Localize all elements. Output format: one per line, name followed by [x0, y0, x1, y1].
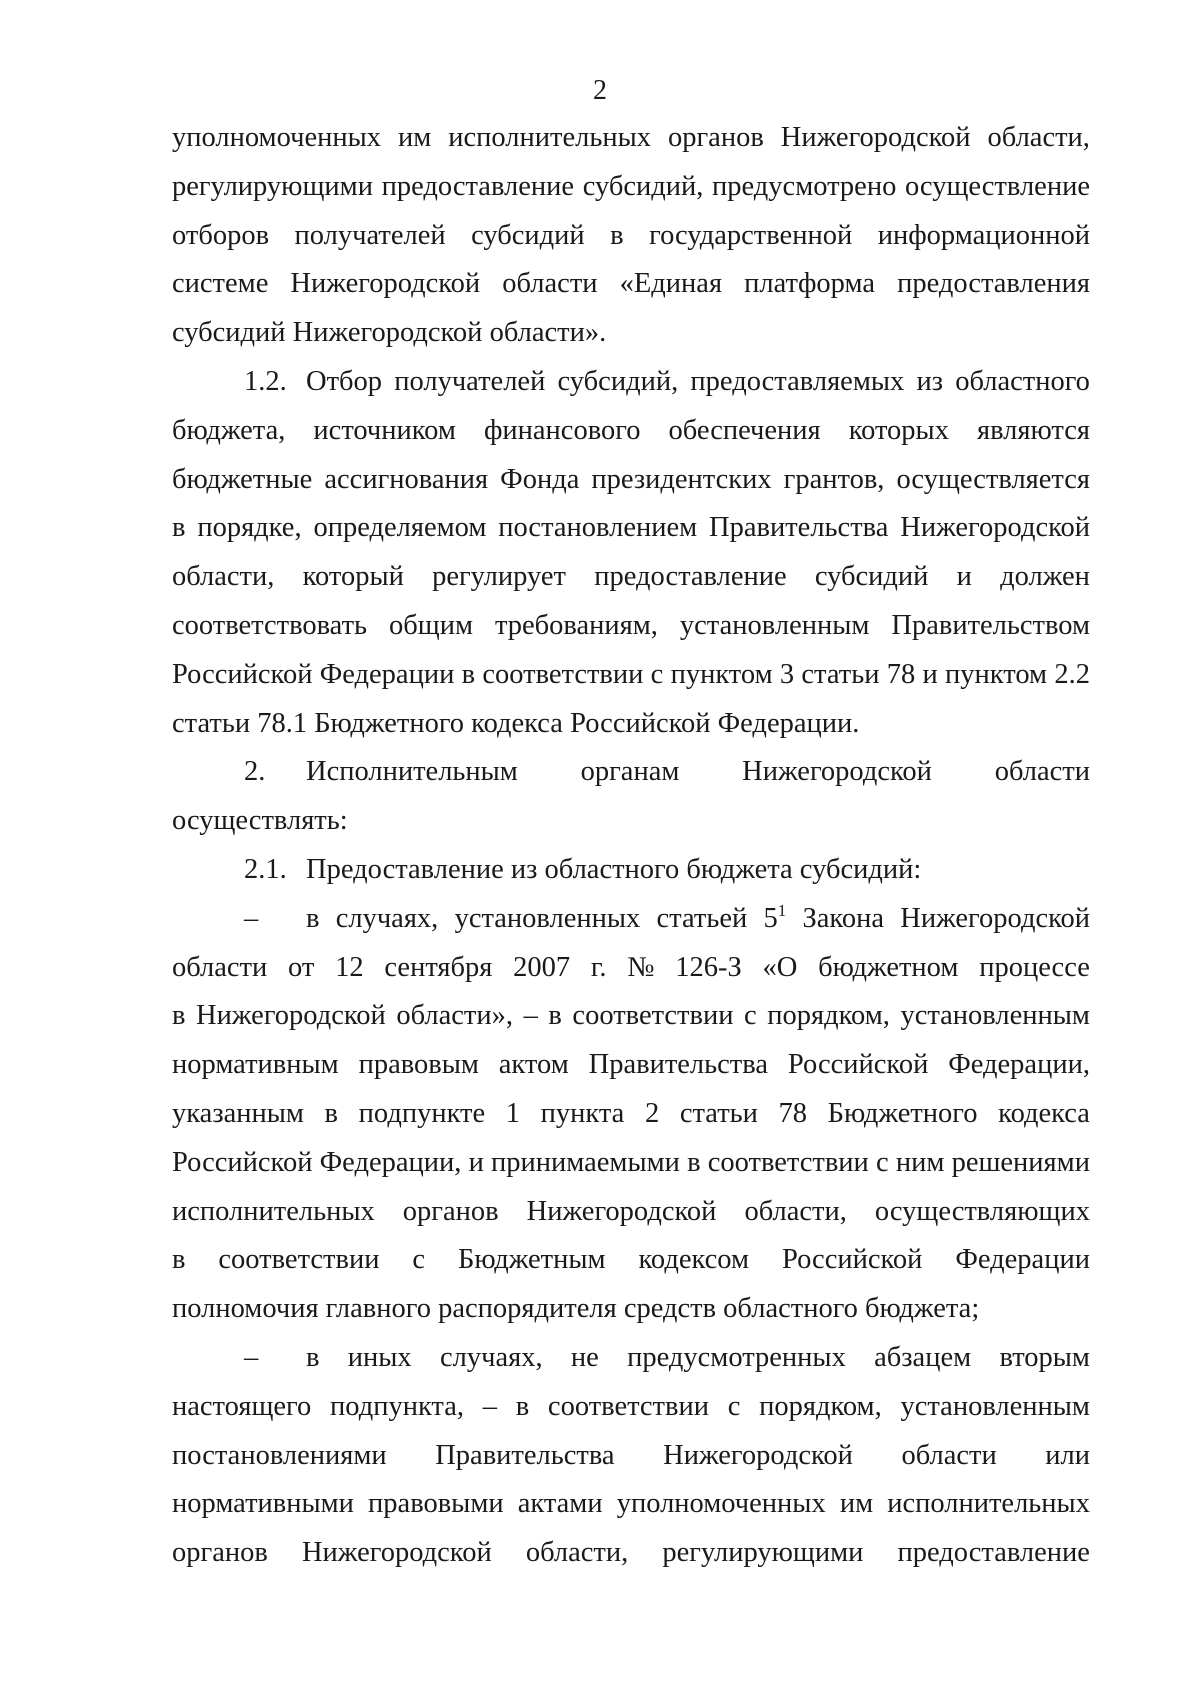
- word: статьи: [679, 1097, 758, 1129]
- word: статьей: [656, 902, 748, 934]
- word: областного: [955, 365, 1090, 397]
- word: актом: [498, 1049, 569, 1081]
- word: с: [744, 1000, 757, 1032]
- word: установленным: [900, 1390, 1090, 1422]
- word: подпункте: [358, 1097, 486, 1129]
- word: принимаемыми: [491, 1146, 680, 1178]
- text-line: [172, 504, 1090, 553]
- word: области: [502, 268, 598, 300]
- word: «О: [762, 951, 798, 983]
- word: государственной: [649, 219, 853, 251]
- clause-number: 2.1.: [244, 853, 287, 885]
- clause-number: 1.2.: [244, 365, 287, 397]
- word: установленным: [679, 609, 870, 641]
- word: получателей: [294, 219, 446, 251]
- word: и: [956, 561, 972, 593]
- text-line: [172, 651, 1090, 700]
- word: 78: [886, 658, 916, 690]
- word: в: [324, 1097, 339, 1129]
- text-line: [172, 1383, 1090, 1432]
- word: соответствии: [707, 1146, 869, 1178]
- word: пунктом: [945, 658, 1048, 690]
- bullet-1-first-line: [172, 895, 1090, 944]
- paragraph-2-1-line: [172, 846, 1090, 895]
- word: который: [302, 561, 404, 593]
- bullet-2-first-line: [172, 1334, 1090, 1383]
- text-line: [172, 992, 1090, 1041]
- word: предусмотрено: [712, 170, 897, 202]
- word: области»,: [396, 1000, 514, 1032]
- word: источником: [313, 414, 456, 446]
- word: решениями: [951, 1146, 1090, 1178]
- word: Нижегородской: [290, 268, 481, 300]
- word: Фонда: [500, 463, 580, 495]
- text-line: [172, 407, 1090, 456]
- word: соответствии: [482, 658, 644, 690]
- word: постановлениями: [172, 1439, 387, 1471]
- word: Нижегородской: [742, 756, 932, 788]
- text-line: [172, 797, 1090, 846]
- word: субсидий,: [582, 170, 704, 202]
- line-text: осуществлять:: [172, 805, 348, 837]
- word: в: [172, 1244, 186, 1276]
- word: настоящего: [172, 1390, 312, 1422]
- word: бюджетные: [172, 463, 313, 495]
- word: предоставляемых: [690, 365, 905, 397]
- word: Федерации,: [319, 1146, 462, 1178]
- word: президентских: [591, 463, 772, 495]
- word: 2007: [513, 951, 571, 983]
- word: кодексом: [638, 1244, 750, 1276]
- word: осуществляется: [896, 463, 1090, 495]
- document-body: [172, 114, 1090, 1578]
- text-line: [172, 553, 1090, 602]
- word: области: [172, 951, 268, 983]
- word: Правительства: [709, 512, 889, 544]
- word: сентября: [384, 951, 493, 983]
- word: или: [1045, 1439, 1090, 1471]
- word: порядком,: [759, 1390, 882, 1422]
- word: бюджета,: [172, 414, 286, 446]
- word: Российской: [172, 658, 313, 690]
- text-line: [172, 602, 1090, 651]
- word: актами: [517, 1488, 603, 1520]
- word: нормативным: [172, 1049, 339, 1081]
- word: процессе: [979, 951, 1090, 983]
- clause-number: 2.: [244, 756, 266, 788]
- word: Федерации,: [948, 1049, 1090, 1081]
- word: 78: [778, 1097, 808, 1129]
- article-number: 5: [763, 902, 778, 934]
- word: от: [288, 951, 315, 983]
- dash-marker: –: [244, 902, 259, 934]
- text-line: [172, 1480, 1090, 1529]
- word: и: [922, 658, 938, 690]
- word: Бюджетным: [457, 1244, 606, 1276]
- text-line: [172, 1041, 1090, 1090]
- word: случаях,: [335, 902, 439, 934]
- text-line: [172, 1188, 1090, 1237]
- word: осуществление: [904, 170, 1090, 202]
- word: обеспечения: [668, 414, 821, 446]
- word: требованиям,: [494, 609, 658, 641]
- article-ref: [764, 895, 787, 944]
- word: исполнительных: [172, 1195, 375, 1227]
- line-words: [244, 895, 1090, 944]
- word: и: [468, 1146, 484, 1178]
- word: области,: [525, 1537, 629, 1569]
- word: Закона: [802, 902, 884, 934]
- word: исполнительных: [887, 1488, 1090, 1520]
- word: подпункта,: [330, 1390, 464, 1422]
- word: «Единая: [619, 268, 723, 300]
- word: Федерации: [955, 1244, 1090, 1276]
- word: в: [172, 512, 186, 544]
- word: Правительства: [588, 1049, 768, 1081]
- text-line: [172, 1090, 1090, 1139]
- word: иных: [347, 1341, 412, 1373]
- word: в: [548, 1000, 562, 1032]
- word: Нижегородской: [526, 1195, 717, 1227]
- line-text: статьи 78.1 Бюджетного кодекса Российской Федерации.: [172, 707, 860, 739]
- word: 126-З: [675, 951, 742, 983]
- word: области,: [172, 561, 275, 593]
- word: 2.2: [1054, 658, 1090, 690]
- word: которых: [848, 414, 949, 446]
- word: нормативными: [172, 1488, 354, 1520]
- word: Нижегородской: [301, 1537, 492, 1569]
- word: осуществляющих: [874, 1195, 1090, 1227]
- word: определяемом: [313, 512, 487, 544]
- word: в: [687, 1146, 701, 1178]
- word: установленным: [900, 1000, 1090, 1032]
- word: в: [610, 219, 624, 251]
- word: предоставления: [897, 268, 1090, 300]
- word: области: [994, 756, 1090, 788]
- word: являются: [976, 414, 1090, 446]
- word: системе: [172, 268, 269, 300]
- word: соответствовать: [172, 609, 368, 641]
- word: Нижегородской: [900, 902, 1090, 934]
- word: предоставление: [381, 170, 575, 202]
- word: статьи: [801, 658, 880, 690]
- word: органам: [580, 756, 680, 788]
- word: 2: [644, 1097, 660, 1129]
- text-line: [172, 114, 1090, 163]
- word: органов: [667, 122, 764, 153]
- word: финансового: [483, 414, 641, 446]
- word: с: [727, 1390, 741, 1422]
- word: Федерации: [319, 658, 455, 690]
- word: с: [650, 658, 664, 690]
- word: информационной: [877, 219, 1090, 251]
- word: уполномоченных: [172, 122, 381, 153]
- word: вторым: [999, 1341, 1090, 1373]
- word: Отбор: [306, 365, 383, 397]
- text-line: [172, 700, 1090, 749]
- text-line: [172, 944, 1090, 993]
- word: абзацем: [874, 1341, 972, 1373]
- word: пунктом: [670, 658, 773, 690]
- word: порядке,: [197, 512, 302, 544]
- word: –: [523, 1000, 538, 1032]
- text-line: [172, 456, 1090, 505]
- text-line: [172, 309, 1090, 358]
- word: кодекса: [998, 1097, 1090, 1129]
- word: регулирует: [432, 561, 566, 593]
- word: субсидий: [814, 561, 929, 593]
- word: в: [172, 1000, 186, 1032]
- word: должен: [1000, 561, 1090, 593]
- dash-marker: –: [244, 1341, 259, 1373]
- word: Правительства: [435, 1439, 615, 1471]
- word: им: [839, 1488, 874, 1520]
- word: из: [916, 365, 943, 397]
- word: соответствии: [572, 1000, 734, 1032]
- line-words: [244, 358, 1090, 407]
- word: бюджетном: [818, 951, 959, 983]
- word: Исполнительным: [306, 756, 518, 788]
- word: установленных: [454, 902, 641, 934]
- line-words: [244, 1334, 1090, 1383]
- line-text: субсидий Нижегородской области».: [172, 317, 607, 349]
- word: постановлением: [498, 512, 698, 544]
- word: регулирующими: [662, 1537, 864, 1569]
- word: порядком,: [767, 1000, 890, 1032]
- paragraph-2-first-line: [172, 748, 1090, 797]
- word: ним: [895, 1146, 945, 1178]
- word: получателей: [394, 365, 546, 397]
- text-line: [172, 163, 1090, 212]
- word: 3: [779, 658, 795, 690]
- word: в: [306, 1341, 320, 1373]
- word: платформа: [744, 268, 875, 300]
- word: исполнительных: [448, 122, 651, 153]
- word: с: [875, 1146, 889, 1178]
- article-superscript: 1: [777, 900, 787, 920]
- word: 12: [335, 951, 364, 983]
- word: случаях,: [440, 1341, 543, 1373]
- word: области,: [987, 122, 1090, 153]
- text-line: [172, 1529, 1090, 1578]
- word: в: [461, 658, 476, 690]
- word: не: [570, 1341, 599, 1373]
- text-line: [172, 260, 1090, 309]
- word: №: [627, 951, 655, 983]
- word: соответствии: [547, 1390, 709, 1422]
- text-line: [172, 212, 1090, 261]
- line-text: Предоставление из областного бюджета субсидий:: [306, 853, 922, 885]
- word: ассигнования: [324, 463, 489, 495]
- word: уполномоченных: [616, 1488, 826, 1520]
- text-line: [172, 1139, 1090, 1188]
- word: регулирующими: [172, 170, 373, 202]
- word: субсидий: [471, 219, 585, 251]
- word: 1: [505, 1097, 521, 1129]
- word: Нижегородской: [900, 512, 1090, 544]
- word: Российской: [781, 1244, 923, 1276]
- word: –: [482, 1390, 497, 1422]
- word: грантов,: [783, 463, 885, 495]
- word: области: [901, 1439, 997, 1471]
- line-words: [244, 748, 1090, 797]
- word: Бюджетного: [827, 1097, 978, 1129]
- word: указанным: [172, 1097, 304, 1129]
- word: области,: [744, 1195, 847, 1227]
- word: г.: [590, 951, 607, 983]
- word: Российской: [172, 1146, 313, 1178]
- word: пункта: [540, 1097, 625, 1129]
- paragraph-1-2-first-line: [172, 358, 1090, 407]
- word: общим: [389, 609, 473, 641]
- word: субсидий,: [557, 365, 679, 397]
- word: предусмотренных: [627, 1341, 846, 1373]
- word: предоставление: [897, 1537, 1090, 1569]
- word: с: [412, 1244, 426, 1276]
- text-line: [172, 1236, 1090, 1285]
- word: отборов: [172, 219, 270, 251]
- word: Нижегородской: [780, 122, 971, 153]
- word: Правительством: [891, 609, 1090, 641]
- word: в: [306, 902, 320, 934]
- word: правовым: [358, 1049, 479, 1081]
- word: соответствии: [218, 1244, 380, 1276]
- word: органов: [402, 1195, 499, 1227]
- word: им: [397, 122, 432, 153]
- word: предоставление: [594, 561, 787, 593]
- page-number: 2: [593, 75, 607, 106]
- text-line: [172, 1285, 1090, 1334]
- text-line: [172, 1432, 1090, 1481]
- line-text: полномочия главного распорядителя средств областного бюджета;: [172, 1293, 980, 1325]
- word: Нижегородской: [196, 1000, 386, 1032]
- word: Нижегородской: [663, 1439, 853, 1471]
- word: в: [515, 1390, 530, 1422]
- word: правовыми: [368, 1488, 504, 1520]
- word: органов: [172, 1537, 268, 1569]
- word: Российской: [787, 1049, 929, 1081]
